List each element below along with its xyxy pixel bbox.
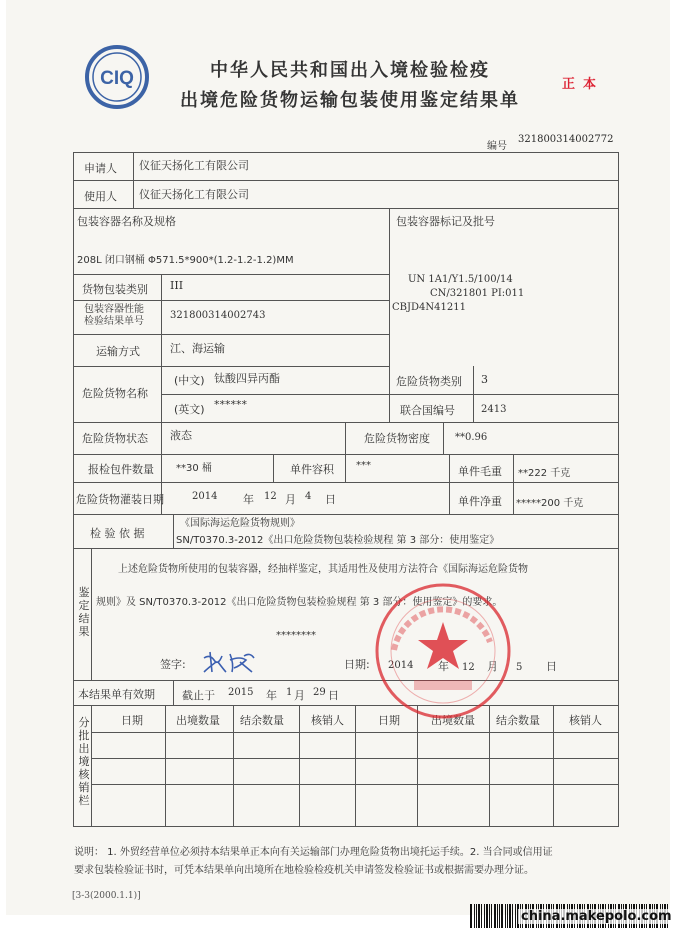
en-name: ****** (214, 398, 247, 411)
barcode-bar (484, 904, 485, 928)
barcode-bar (501, 904, 503, 928)
sign-year: 2014 (388, 660, 414, 671)
fill-year: 2014 (192, 491, 218, 502)
net-label: 单件净重 (458, 495, 502, 508)
barcode-bar (515, 904, 516, 928)
serial-number: 321800314002772 (518, 134, 614, 145)
valid-month-char: 月 (294, 689, 305, 702)
fill-month: 12 (264, 491, 277, 502)
applicant-label: 申请人 (84, 162, 117, 175)
un-label: 联合国编号 (400, 404, 455, 417)
valid-day: 29 (313, 687, 326, 698)
ciq-logo (84, 44, 150, 110)
fill-day-char: 日 (325, 493, 336, 506)
valid-day-char: 日 (328, 689, 339, 702)
gross-value: **222 千克 (518, 468, 571, 479)
user-value: 仪征天扬化工有限公司 (139, 188, 249, 201)
transport-label: 运输方式 (96, 345, 140, 358)
barcode-bar (489, 904, 490, 928)
batch-label: 分批出境核销栏 (78, 716, 90, 807)
barcode-bar (507, 904, 508, 928)
basis-label: 检 验 依 据 (90, 527, 145, 540)
barcode-bar (478, 904, 480, 928)
mark-line-3: CBJD4N41211 (392, 302, 466, 313)
container-label: 包装容器名称及规格 (77, 215, 176, 228)
transport-value: 江、海运输 (170, 342, 225, 355)
barcode-bar (481, 904, 482, 928)
handwritten-signature (200, 650, 258, 676)
valid-year-char: 年 (266, 689, 277, 702)
sign-label: 签字: (160, 658, 186, 671)
notes-line-1: 说明： 1. 外贸经营单位必须持本结果单正本向有关运输部门办理危险货物出境托运手续。2. 当合同或信用证 (74, 847, 553, 858)
mark-line-2: CN/321801 PI:011 (430, 288, 525, 299)
perf-number: 321800314002743 (170, 310, 266, 321)
dg-name-label: 危险货物名称 (82, 387, 148, 400)
sign-day-char: 日 (546, 660, 557, 673)
net-value: *****200 千克 (516, 498, 584, 509)
notes-line-2: 要求包装检验证书时，可凭本结果单向出境所在地检验检疫机关申请签发检验证书或根据需要办理分证。 (74, 865, 534, 876)
original-copy-mark: 正本 (562, 77, 605, 92)
user-label: 使用人 (84, 190, 117, 203)
valid-year: 2015 (228, 687, 254, 698)
result-stars: ******** (276, 630, 316, 641)
cn-label: (中文) (174, 374, 205, 387)
perf-label-line-2: 检验结果单号 (84, 316, 144, 327)
mark-line-1: UN 1A1/Y1.5/100/14 (408, 274, 513, 285)
result-label: 鉴定结果 (78, 586, 90, 638)
barcode-bar (470, 904, 472, 928)
batch-header-export-qty-2: 出境数量 (431, 714, 475, 727)
perf-label (84, 304, 144, 328)
form-code: [3-3(2000.1.1)] (72, 891, 141, 901)
svg-text:CIQ: CIQ (100, 68, 134, 89)
barcode-bar (476, 904, 477, 928)
website-watermark: china.makepolo.com (518, 909, 675, 924)
dg-class-value: 3 (481, 373, 488, 386)
volume-label: 单件容积 (290, 463, 334, 476)
batch-header-balance-1: 结余数量 (240, 714, 284, 727)
basis-line-2: SN/T0370.3-2012《出口危险货物包装检验规程 第 3 部分：使用鉴定》 (176, 535, 500, 546)
fill-month-char: 月 (285, 493, 296, 506)
barcode-bar (494, 904, 496, 928)
state-label: 危险货物状态 (82, 432, 148, 445)
category-label: 货物包装类别 (82, 283, 148, 296)
title-line-1: 中华人民共和国出入境检验检疫 (210, 60, 490, 81)
qty-value: **30 桶 (176, 463, 212, 474)
fill-date-label: 危险货物灌装日期 (76, 493, 164, 506)
sign-month: 12 (462, 662, 475, 673)
result-line-1: 上述危险货物所使用的包装容器，经抽样鉴定，其适用性及使用方法符合《国际海运危险货物 (118, 564, 528, 575)
basis-line-1: 《国际海运危险货物规则》 (180, 518, 300, 529)
state-value: 液态 (170, 429, 192, 442)
qty-label: 报检包件数量 (88, 463, 154, 476)
valid-month: 1 (286, 687, 293, 698)
barcode-bar (509, 904, 511, 928)
serial-label: 编号 (487, 141, 507, 152)
title-line-2: 出境危险货物运输包装使用鉴定结果单 (180, 90, 520, 111)
perf-label-line-1: 包装容器性能 (84, 304, 144, 315)
batch-header-date-1: 日期 (121, 714, 143, 727)
gross-label: 单件毛重 (458, 465, 502, 478)
sign-day: 5 (516, 662, 523, 673)
batch-header-verifier-1: 核销人 (311, 714, 344, 727)
batch-header-date-2: 日期 (378, 714, 400, 727)
batch-header-balance-2: 结余数量 (496, 714, 540, 727)
dg-class-label: 危险货物类别 (396, 375, 462, 388)
official-red-seal (372, 580, 514, 722)
volume-value: *** (356, 460, 371, 471)
validity-label: 本结果单有效期 (78, 688, 155, 701)
sign-month-char: 月 (487, 660, 498, 673)
batch-header-verifier-2: 核销人 (569, 714, 602, 727)
batch-header-export-qty-1: 出境数量 (176, 714, 220, 727)
density-label: 危险货物密度 (364, 432, 430, 445)
en-label: (英文) (174, 403, 205, 416)
barcode-bar (474, 904, 475, 928)
density-value: **0.96 (455, 432, 488, 443)
barcode-bar (499, 904, 500, 928)
cn-name: 钛酸四异丙酯 (214, 372, 280, 385)
un-number: 2413 (481, 404, 507, 415)
category-value: III (170, 279, 184, 292)
validity-prefix: 截止于 (182, 689, 215, 702)
barcode-bar (497, 904, 498, 928)
fill-year-char: 年 (243, 493, 254, 506)
sign-date-label: 日期: (344, 658, 370, 671)
barcode-bar (512, 904, 513, 928)
barcode-bar (491, 904, 492, 928)
result-line-2: 规则》及 SN/T0370.3-2012《出口危险货物包装检验规程 第 3 部分：使用鉴定》的要求。 (96, 597, 503, 608)
sign-year-char: 年 (438, 660, 449, 673)
applicant-value: 仪征天扬化工有限公司 (139, 159, 249, 172)
mark-label: 包装容器标记及批号 (396, 215, 495, 228)
fill-day: 4 (305, 491, 312, 502)
barcode-bar (486, 904, 488, 928)
barcode-bar (505, 904, 506, 928)
container-spec: 208L 闭口钢桶 Φ571.5*900*(1.2-1.2-1.2)MM (77, 255, 294, 266)
